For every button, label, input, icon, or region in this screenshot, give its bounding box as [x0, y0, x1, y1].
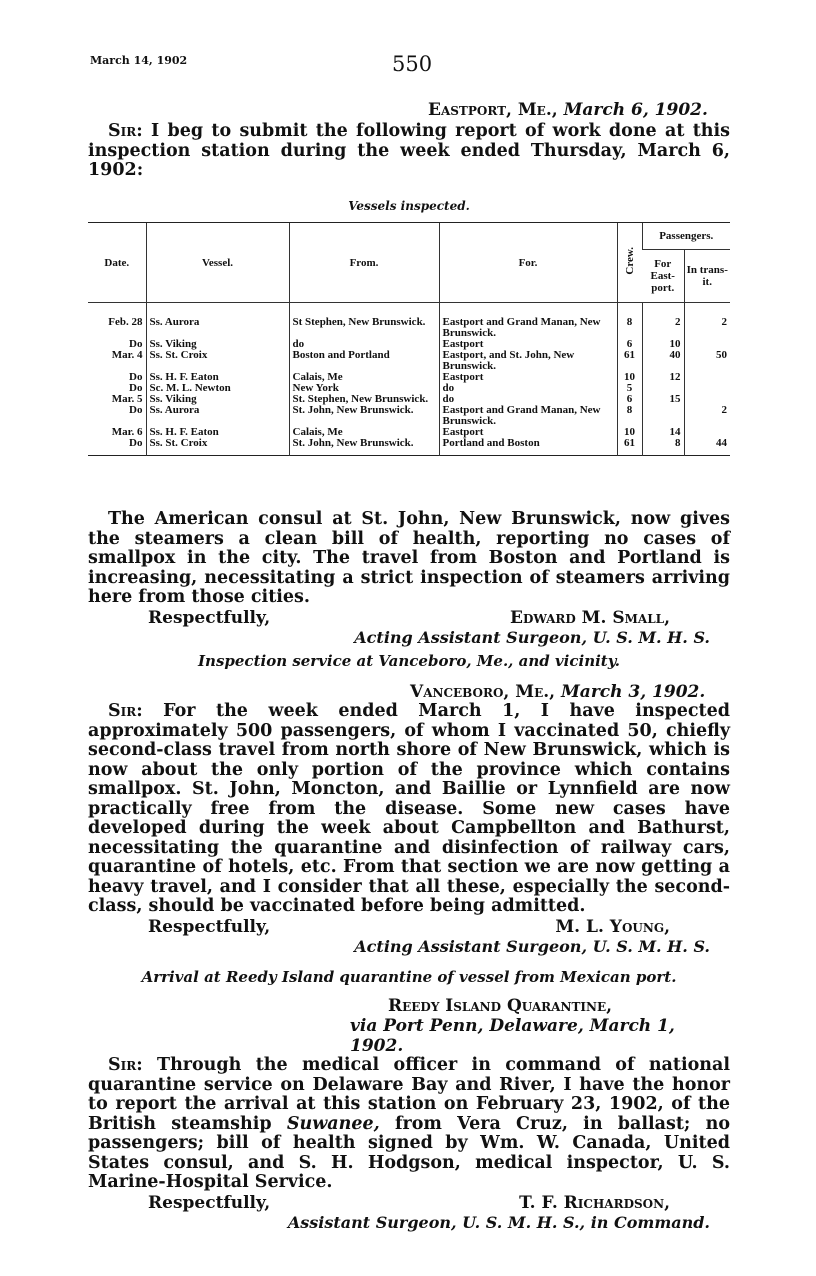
cell-crew: 61 [617, 438, 642, 456]
eastport-dateline-place: Eastport, Me., [428, 100, 558, 120]
reedy-heading: Arrival at Reedy Island quarantine of vessel from Mexican port. [141, 968, 677, 986]
cell-date: Do [129, 437, 143, 449]
cell-for-eastport: 14 [642, 427, 684, 438]
vanceboro-body-text: For the week ended March 1, I have inspected approximately 500 passengers, of whom I vaccinated 50, chiefly second-class travel from north shore of New Brunswick, which is now about the only portion of the province which contains smallpox. St. John, Moncton, and Baillie or Lynnfield are now practically free from the disease. Some new cases have developed during the week about Campbellton and Bathurst, necessitating the quarantine and disinfection of railway cars, quarantine of hotels, etc. From that section we are now getting a heavy travel, and I consider that all these, especially the second-class, should be vaccinated before being admitted. [88, 701, 731, 916]
cell-from: St. John, New Brunswick. [289, 405, 439, 427]
reedy-dateline-place-text: Reedy Island Quarantine, [388, 996, 613, 1016]
signer-name: T. F. Richardson, [519, 1192, 670, 1213]
vanceboro-dateline [88, 682, 730, 702]
reedy-report [88, 968, 730, 1232]
cell-crew: 61 [617, 350, 642, 372]
cell-vessel: Ss. Viking [146, 339, 289, 350]
cell-crew: 5 [617, 383, 642, 394]
cell-for-eastport: 10 [642, 339, 684, 350]
header-from: From. [289, 223, 439, 303]
cell-in-transit: 2 [684, 303, 730, 340]
cell-vessel: Ss. St. Croix [146, 438, 289, 456]
intro-text: I beg to submit the following report of work done at this inspection station during the week ended Thursday, March 6, 1902: [88, 121, 731, 180]
closing: Respectfully, [148, 916, 271, 937]
reedy-body-part2: from Vera Cruz, in ballast; no passengers; bill of health signed by Wm. W. Canada, United States consul, and S. H. Hodgson, medical inspector, U. S. Marine-Hospital Service. [88, 1113, 731, 1192]
ship-name: Suwanee, [286, 1113, 380, 1134]
cell-for-eastport: 40 [642, 350, 684, 372]
cell-date: Feb. 28 [108, 316, 143, 328]
cell-for-eastport: 2 [642, 303, 684, 340]
vanceboro-report [88, 652, 730, 956]
cell-from: Calais, Me [289, 372, 439, 383]
table-row [88, 303, 730, 340]
cell-in-transit [684, 372, 730, 383]
cell-for-eastport: 15 [642, 394, 684, 405]
vanceboro-signature [88, 917, 730, 937]
cell-vessel: Ss. St. Croix [146, 350, 289, 372]
cell-crew: 8 [617, 303, 642, 340]
vanceboro-dateline-place: Vanceboro, Me., [410, 682, 556, 702]
cell-vessel: Ss. Viking [146, 394, 289, 405]
reedy-body [88, 1056, 730, 1193]
cell-for-eastport: 12 [642, 372, 684, 383]
closing: Respectfully, [148, 1192, 271, 1213]
cell-vessel: Ss. Aurora [146, 303, 289, 340]
eastport-body-block [88, 510, 730, 647]
header-in-transit: In trans-it. [684, 250, 730, 303]
cell-from: New York [289, 383, 439, 394]
cell-date: Do [129, 338, 143, 350]
eastport-intro [88, 122, 730, 181]
page-header-date: March 14, 1902 [90, 54, 188, 67]
table-row [88, 405, 730, 427]
page-number: 550 [392, 52, 433, 76]
cell-date: Do [129, 382, 143, 394]
cell-in-transit [684, 383, 730, 394]
cell-for-eastport: 8 [642, 438, 684, 456]
cell-for: Eastport [439, 372, 617, 383]
cell-from: Boston and Portland [289, 350, 439, 372]
cell-in-transit: 44 [684, 438, 730, 456]
header-for: For. [439, 223, 617, 303]
cell-in-transit: 2 [684, 405, 730, 427]
reedy-signature [88, 1193, 730, 1213]
cell-from: St. John, New Brunswick. [289, 438, 439, 456]
cell-crew: 8 [617, 405, 642, 427]
closing: Respectfully, [148, 607, 271, 628]
table-row [88, 438, 730, 456]
cell-crew: 10 [617, 427, 642, 438]
header-vessel: Vessel. [146, 223, 289, 303]
cell-in-transit: 50 [684, 350, 730, 372]
cell-vessel: Ss. H. F. Eaton [146, 372, 289, 383]
table-row [88, 350, 730, 372]
signer-title: Assistant Surgeon, U. S. M. H. S., in Command. [287, 1212, 710, 1232]
signer-name: M. L. Young, [555, 916, 670, 937]
cell-for: do [439, 383, 617, 394]
cell-from: St. Stephen, New Brunswick. [289, 394, 439, 405]
reedy-dateline-via: via Port Penn, Delaware, March 1, 1902. [350, 1016, 675, 1056]
eastport-report [88, 100, 730, 213]
cell-for-eastport [642, 405, 684, 427]
eastport-dateline [88, 100, 730, 120]
reedy-body-part1: Through the medical officer in command of national quarantine service on Delaware Bay and River, I have the honor to report the arrival at this station on February 23, 1902, of the British steamship [88, 1055, 731, 1134]
cell-date: Mar. 5 [111, 393, 143, 405]
cell-date: Mar. 4 [111, 349, 143, 361]
cell-for: Eastport and Grand Manan, New Brunswick. [439, 303, 617, 340]
cell-for: Eastport and Grand Manan, New Brunswick. [439, 405, 617, 427]
vessels-table [88, 222, 730, 456]
cell-for: Eastport [439, 427, 617, 438]
cell-crew: 6 [617, 339, 642, 350]
cell-from: St Stephen, New Brunswick. [289, 303, 439, 340]
header-for-eastport: For East-port. [650, 258, 675, 294]
cell-date: Do [129, 371, 143, 383]
header-passengers: Passengers. [642, 223, 730, 250]
table-caption: Vessels inspected. [348, 198, 470, 213]
eastport-signature [88, 608, 730, 628]
cell-date: Do [129, 404, 143, 416]
vanceboro-body [88, 702, 730, 917]
cell-for: Eastport, and St. John, New Brunswick. [439, 350, 617, 372]
signer-title: Acting Assistant Surgeon, U. S. M. H. S. [354, 936, 710, 956]
cell-crew: 6 [617, 394, 642, 405]
cell-for: Eastport [439, 339, 617, 350]
cell-from: do [289, 339, 439, 350]
reedy-dateline-place [88, 996, 730, 1016]
cell-vessel: Ss. Aurora [146, 405, 289, 427]
cell-for: do [439, 394, 617, 405]
cell-from: Calais, Me [289, 427, 439, 438]
salutation: Sir: [108, 701, 143, 721]
cell-for: Portland and Boston [439, 438, 617, 456]
vanceboro-dateline-date: March 3, 1902. [560, 682, 706, 702]
vanceboro-heading: Inspection service at Vanceboro, Me., and vicinity. [198, 652, 620, 670]
eastport-dateline-date: March 6, 1902. [563, 100, 708, 120]
signer-title: Acting Assistant Surgeon, U. S. M. H. S. [354, 627, 710, 647]
header-crew: Crew. [617, 223, 642, 303]
eastport-body: The American consul at St. John, New Brunswick, now gives the steamers a clean bill of health, reporting no cases of smallpox in the city. The travel from Boston and Portland is increasing, necessitating a strict inspection of steamers arriving here from those cities. [88, 509, 730, 607]
salutation: Sir: [108, 1055, 143, 1075]
cell-vessel: Sc. M. L. Newton [146, 383, 289, 394]
salutation: Sir: [108, 121, 143, 141]
cell-vessel: Ss. H. F. Eaton [146, 427, 289, 438]
header-date: Date. [88, 223, 146, 303]
cell-date: Mar. 6 [111, 426, 143, 438]
signer-name: Edward M. Small, [510, 607, 670, 628]
cell-crew: 10 [617, 372, 642, 383]
